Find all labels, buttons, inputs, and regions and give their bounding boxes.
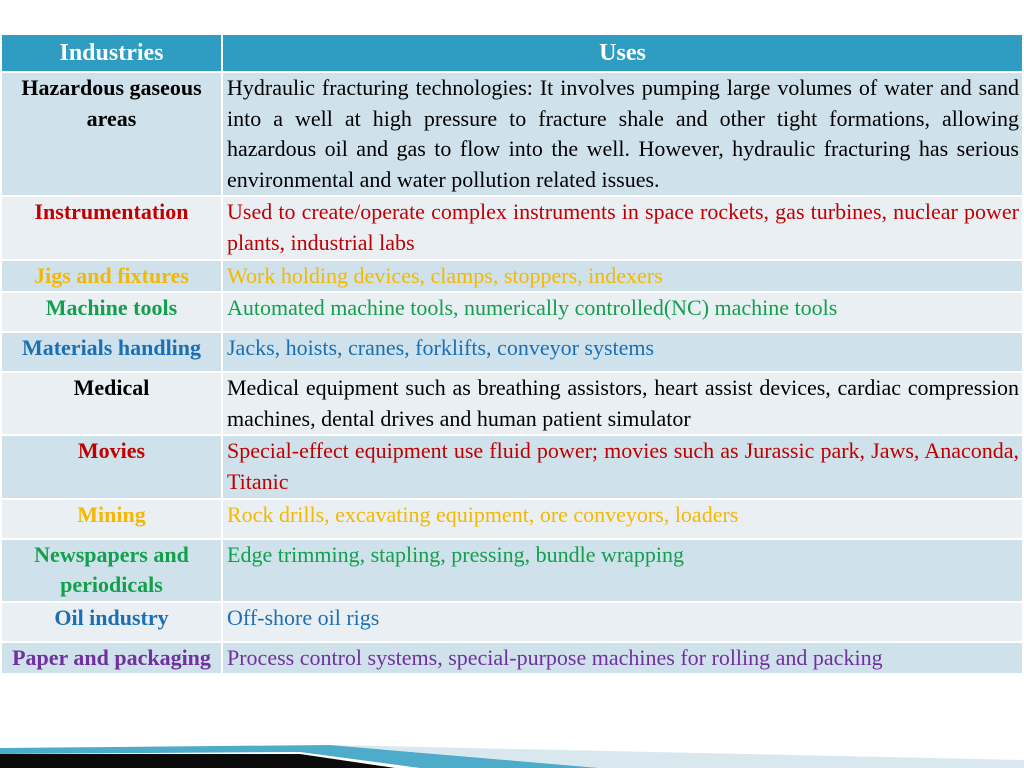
footer-swoosh-decoration <box>0 742 1024 768</box>
table-header-row <box>1 34 1023 72</box>
uses-cell: Jacks, hoists, cranes, forklifts, conveyor systems <box>222 332 1023 372</box>
industry-cell: Medical <box>1 372 222 435</box>
industry-cell: Hazardous gaseous areas <box>1 72 222 196</box>
table-row <box>1 435 1023 498</box>
uses-cell: Rock drills, excavating equipment, ore conveyors, loaders <box>222 499 1023 539</box>
table-row <box>1 72 1023 196</box>
header-uses: Uses <box>222 34 1023 72</box>
uses-cell: Off-shore oil rigs <box>222 602 1023 642</box>
industry-cell: Oil industry <box>1 602 222 642</box>
industry-cell: Instrumentation <box>1 196 222 259</box>
table-row <box>1 602 1023 642</box>
uses-cell: Hydraulic fracturing technologies: It involves pumping large volumes of water and sand into a well at high pressure to fracture shale and other tight formations, allowing hazardous oil and gas to flow into the well. However, hydraulic fracturing has serious environmental and water pollution related issues. <box>222 72 1023 196</box>
industry-cell: Machine tools <box>1 292 222 332</box>
industry-cell: Newspapers and periodicals <box>1 539 222 602</box>
uses-cell: Work holding devices, clamps, stoppers, indexers <box>222 260 1023 293</box>
uses-cell: Special-effect equipment use fluid power; movies such as Jurassic park, Jaws, Anaconda, Titanic <box>222 435 1023 498</box>
industry-cell: Jigs and fixtures <box>1 260 222 293</box>
table-row <box>1 196 1023 259</box>
table-row <box>1 292 1023 332</box>
industry-cell: Mining <box>1 499 222 539</box>
industry-cell: Movies <box>1 435 222 498</box>
table-row <box>1 642 1023 675</box>
table-row <box>1 539 1023 602</box>
table-row <box>1 260 1023 293</box>
table-row <box>1 332 1023 372</box>
industries-uses-table <box>0 33 1024 675</box>
uses-cell: Edge trimming, stapling, pressing, bundle wrapping <box>222 539 1023 602</box>
table-row <box>1 372 1023 435</box>
industry-cell: Materials handling <box>1 332 222 372</box>
header-industries: Industries <box>1 34 222 72</box>
table-body <box>1 72 1023 674</box>
uses-cell: Used to create/operate complex instruments in space rockets, gas turbines, nuclear power plants, industrial labs <box>222 196 1023 259</box>
uses-cell: Process control systems, special-purpose machines for rolling and packing <box>222 642 1023 675</box>
uses-cell: Medical equipment such as breathing assistors, heart assist devices, cardiac compression machines, dental drives and human patient simulator <box>222 372 1023 435</box>
uses-cell: Automated machine tools, numerically controlled(NC) machine tools <box>222 292 1023 332</box>
table-row <box>1 499 1023 539</box>
industry-cell: Paper and packaging <box>1 642 222 675</box>
